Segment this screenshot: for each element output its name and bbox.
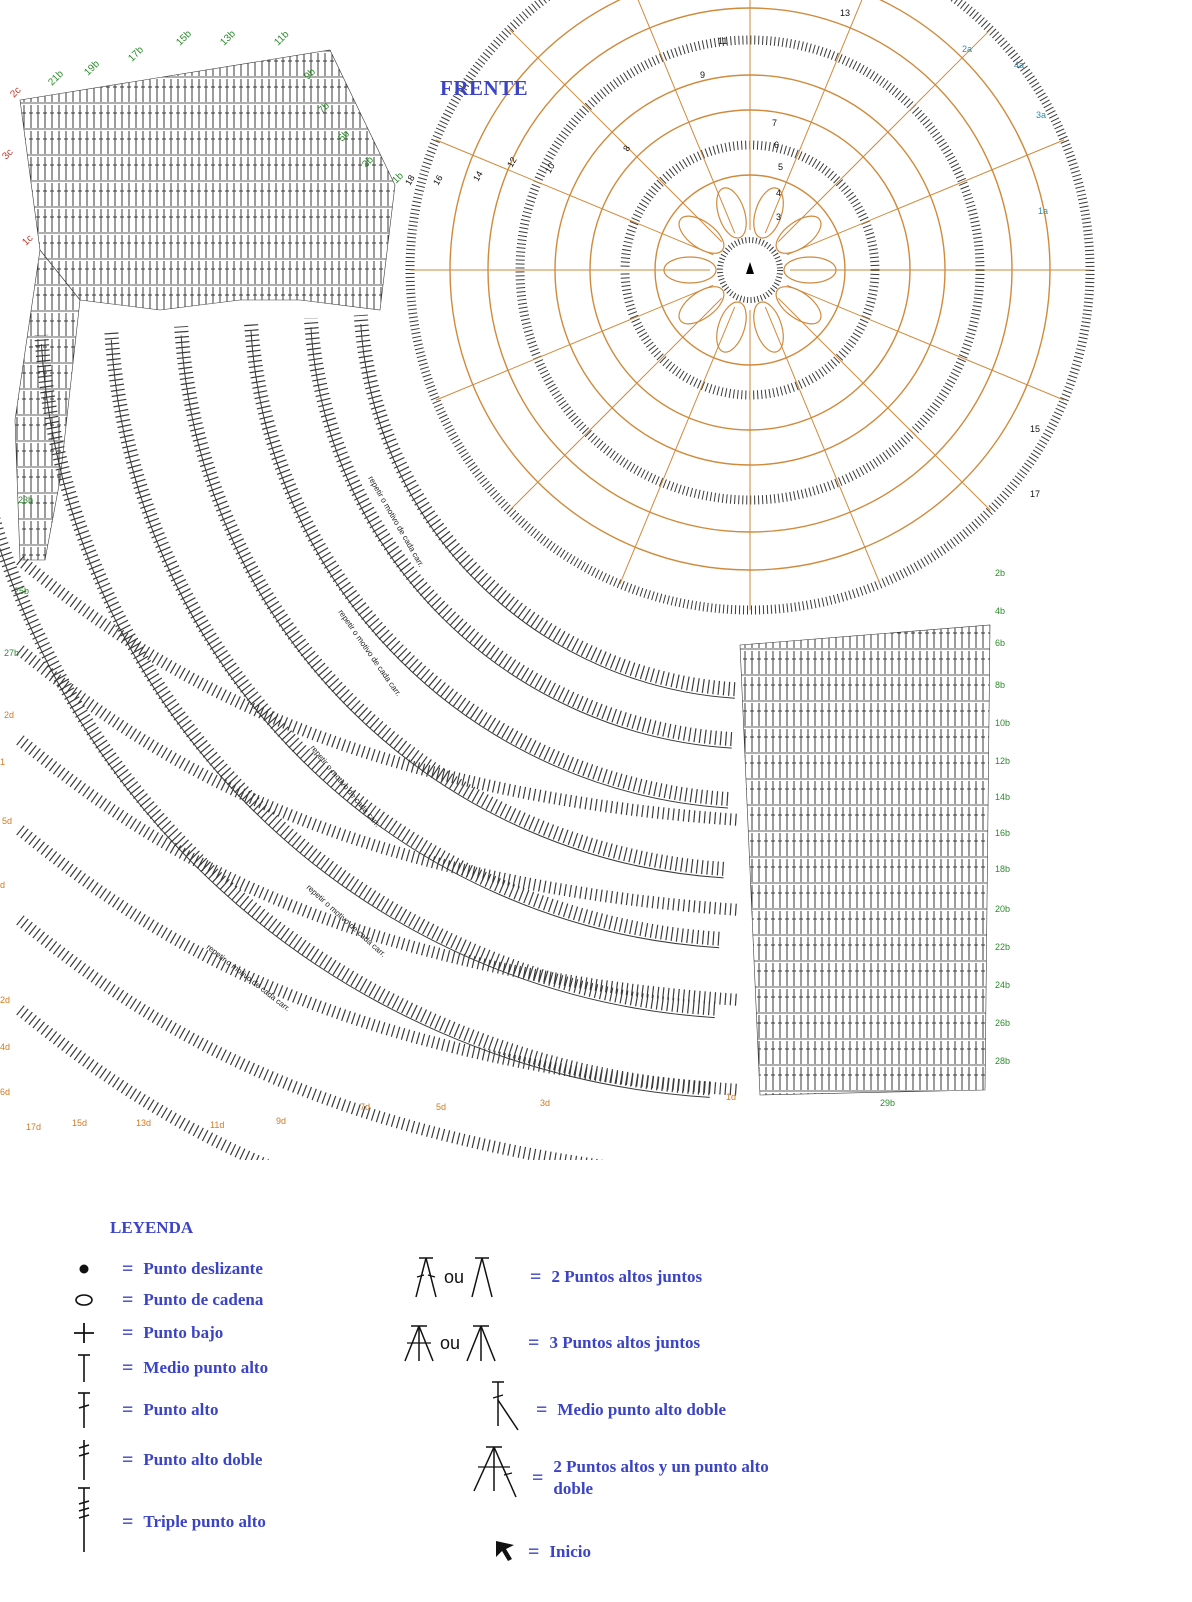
legend-label: Punto alto <box>143 1400 219 1419</box>
motif-spoke <box>787 140 1064 255</box>
legend-label: 2 Puntos altos y un punto alto doble <box>553 1457 769 1498</box>
round-label: 18b <box>995 864 1011 874</box>
round-label: 13 <box>840 8 851 18</box>
round-label: 27b <box>4 648 20 658</box>
round-label: 24b <box>995 980 1011 990</box>
dark-stitch-body <box>0 50 990 1160</box>
round-label: 6b <box>995 638 1006 648</box>
stitch-diagonal-band <box>20 650 740 910</box>
round-label: 3c <box>0 146 16 163</box>
round-label: 18 <box>403 173 417 187</box>
motif-spoke <box>510 298 722 510</box>
round-label: 9b <box>302 66 318 83</box>
round-label: 22b <box>995 942 1011 952</box>
round-label: 17b <box>126 44 146 65</box>
stitch-arc-line <box>251 331 728 808</box>
round-label: 7b <box>316 100 332 117</box>
legend-label: Punto bajo <box>143 1323 224 1342</box>
round-label: 1 <box>0 757 6 767</box>
legend-row-double-treble: = Triple punto alto <box>66 1502 266 1542</box>
motif-spoke <box>436 140 713 255</box>
round-label: 25b <box>14 586 30 596</box>
round-label: 2b <box>995 568 1006 578</box>
legend-row-treble: = Punto alto doble <box>66 1440 262 1480</box>
round-label: 4a <box>1014 60 1025 70</box>
round-label: 12 <box>505 155 519 169</box>
round-label: 4 <box>776 188 782 198</box>
round-label: 28b <box>995 1056 1011 1066</box>
round-label: 15b <box>174 28 194 49</box>
round-label: 8 <box>621 143 633 153</box>
round-label: 5b <box>336 128 352 145</box>
round-label: 1d <box>726 1092 737 1102</box>
diagram-title: FRENTE <box>440 76 529 100</box>
round-label: 6 <box>774 140 780 150</box>
round-label: 17 <box>1030 489 1041 499</box>
round-label: 20b <box>995 904 1011 914</box>
legend-label: Punto deslizante <box>143 1259 263 1278</box>
legend-label: Medio punto alto <box>143 1358 269 1377</box>
legend-label: Punto de cadena <box>143 1290 264 1309</box>
round-label: repetir o motivo de cada carr. <box>336 607 404 699</box>
motif-spoke <box>510 30 722 242</box>
round-label: 2d <box>4 710 15 720</box>
single-crochet-cross-icon <box>66 1313 102 1353</box>
stitch-panel <box>20 50 395 310</box>
motif-spoke <box>778 30 990 242</box>
round-label: 3d <box>540 1098 551 1108</box>
round-label: 7d <box>360 1102 371 1112</box>
motif-petal <box>711 298 752 355</box>
round-label: 2a <box>962 44 973 54</box>
legend-row-start: = Inicio <box>492 1532 591 1572</box>
stitch-arc-line <box>361 324 735 698</box>
round-label: 23b <box>18 495 34 505</box>
round-label: repetir o motivo de cada carr. <box>366 474 426 569</box>
round-label: 2c <box>8 84 24 101</box>
legend-label: Punto alto doble <box>143 1450 263 1469</box>
round-label: 19b <box>82 58 102 79</box>
round-label: repetir o motivo de cada carr. <box>308 743 382 829</box>
round-label: 3b <box>360 154 376 171</box>
round-label: 11b <box>272 29 292 49</box>
round-label: 17d <box>26 1122 42 1132</box>
round-label: repetir o motivo de cada carr. <box>304 882 388 959</box>
motif-spoke <box>787 285 1064 400</box>
motif-spoke <box>778 298 990 510</box>
motif-spoke <box>620 307 735 584</box>
legend-row-double: = Punto alto <box>66 1390 219 1430</box>
stitch-arc-line <box>181 335 723 877</box>
legend-row-half-double: = Medio punto alto <box>66 1348 268 1388</box>
round-label: 9d <box>276 1116 287 1126</box>
half-double-crochet-icon <box>66 1348 102 1388</box>
dc2tog-icon: ou <box>412 1255 496 1299</box>
motif-petal <box>673 209 730 261</box>
stitch-diagonal-band <box>20 740 740 1000</box>
round-label: 4b <box>995 606 1006 616</box>
motif-spoke <box>765 307 880 584</box>
motif-petal <box>711 184 752 241</box>
motif-petal <box>748 184 789 241</box>
round-label: 16b <box>995 828 1011 838</box>
legend-row-dc3tog: ou = 3 Puntos altos juntos <box>402 1323 700 1363</box>
start-arrow-icon <box>492 1537 518 1567</box>
legend-label: Inicio <box>549 1542 591 1561</box>
stitch-panel <box>740 625 990 1095</box>
round-label: 13b <box>218 28 238 49</box>
motif-petal <box>748 298 789 355</box>
motif-petal <box>770 279 827 331</box>
round-label: 1c <box>20 232 36 249</box>
motif-petal <box>673 279 730 331</box>
round-label: 12b <box>995 756 1011 766</box>
round-label: 3 <box>776 212 782 222</box>
round-label: 13d <box>136 1118 152 1128</box>
legend-label: 3 Puntos altos juntos <box>549 1333 701 1352</box>
legend-label: Triple punto alto <box>143 1512 266 1531</box>
legend-row-cluster: = 2 Puntos altos y un punto alto doble <box>470 1458 803 1498</box>
round-label: 8b <box>995 680 1006 690</box>
round-label: 14b <box>995 792 1011 802</box>
legend-row-half-treble: = Medio punto alto doble <box>488 1390 726 1430</box>
stitch-diagonal-band <box>20 830 740 1090</box>
round-label: 2d <box>0 995 11 1005</box>
round-label: 10 <box>543 161 557 175</box>
legend-label: Medio punto alto doble <box>557 1400 727 1419</box>
round-label: 26b <box>995 1018 1011 1028</box>
stitch-diagonal-band <box>20 560 740 820</box>
round-label: 5d <box>2 816 13 826</box>
round-label: 11d <box>210 1120 225 1130</box>
round-label: 15 <box>1030 424 1041 434</box>
legend-title: LEYENDA <box>110 1218 194 1237</box>
round-label: 5 <box>778 162 784 172</box>
motif-spoke <box>436 285 713 400</box>
start-marker-icon <box>746 262 754 274</box>
round-label: 6d <box>0 1087 11 1097</box>
stitch-arc-line <box>111 340 719 948</box>
legend-row-single-crochet: = Punto bajo <box>66 1313 223 1353</box>
treble-crochet-icon <box>66 1440 102 1480</box>
round-label: 9 <box>700 70 706 80</box>
round-label: 14 <box>471 169 485 183</box>
dc-dc-tr-cluster-icon <box>470 1453 518 1503</box>
dc3tog-icon: ou <box>402 1323 498 1363</box>
round-label: 7 <box>772 118 778 128</box>
round-label: 1b <box>390 170 406 187</box>
half-treble-icon <box>488 1386 522 1434</box>
round-label: 16 <box>431 173 445 187</box>
round-label: d <box>0 880 6 890</box>
round-label: 5d <box>436 1102 447 1112</box>
round-label: 4d <box>0 1042 11 1052</box>
legend-label: 2 Puntos altos juntos <box>551 1267 703 1286</box>
legend-row-slip-stitch: = Punto deslizante <box>66 1249 263 1289</box>
stitch-arc-line <box>0 349 710 1097</box>
stitch-arc-line <box>41 344 714 1017</box>
round-label: 1a <box>1038 206 1049 216</box>
round-label: 10b <box>995 718 1011 728</box>
legend-row-chain: = Punto de cadena <box>66 1280 263 1320</box>
stitch-arc-line <box>311 327 732 748</box>
round-label: 21b <box>46 68 66 89</box>
round-label: 3a <box>1036 110 1047 120</box>
round-label: 11 <box>718 36 728 46</box>
legend-row-dc2tog: ou = 2 Puntos altos juntos <box>412 1257 702 1297</box>
round-label: 15d <box>72 1118 88 1128</box>
double-crochet-icon <box>66 1390 102 1430</box>
double-treble-crochet-icon <box>66 1502 102 1542</box>
round-label: 29b <box>880 1098 896 1108</box>
round-label: repetir o motivo de cada carr. <box>204 942 292 1014</box>
